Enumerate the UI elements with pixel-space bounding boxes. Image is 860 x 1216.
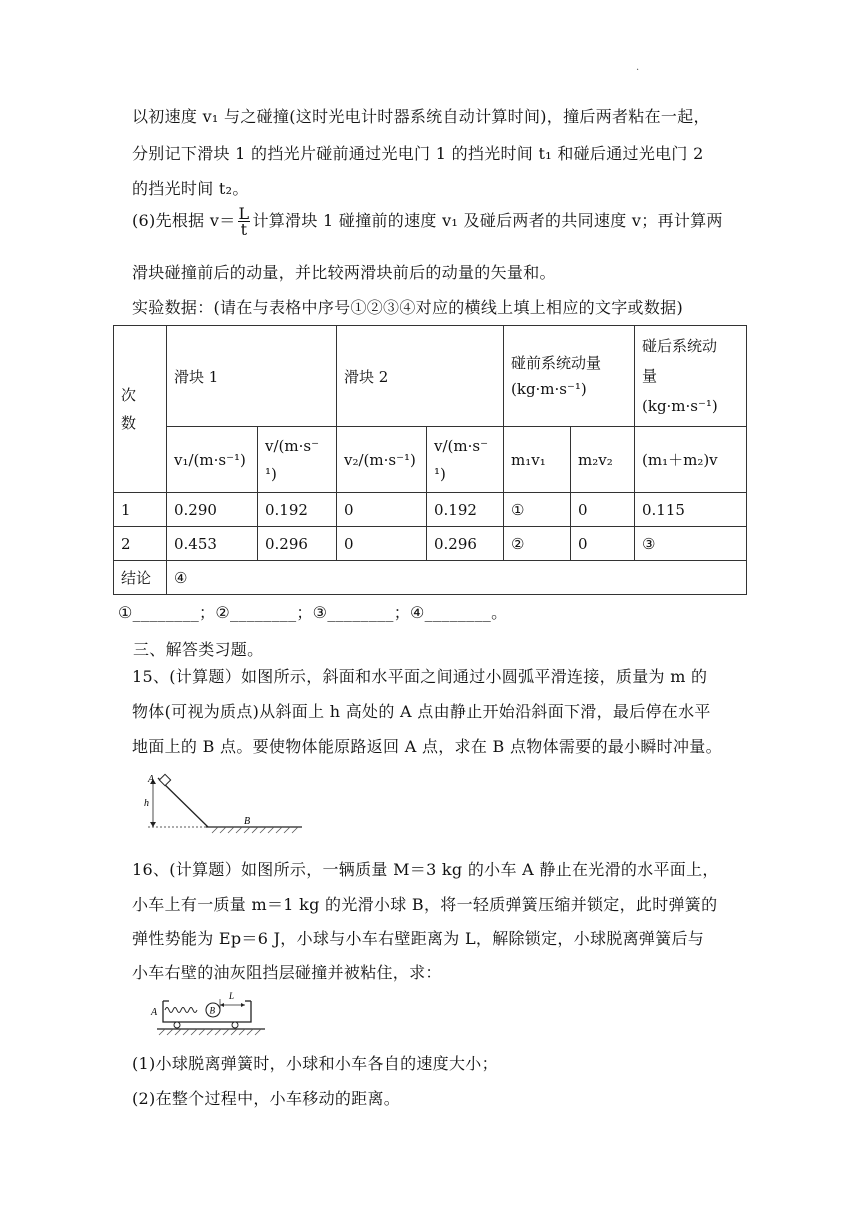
conclusion-row [114, 561, 747, 595]
section-3-heading: 三、解答类习题。 [133, 640, 264, 659]
cart-figure [145, 985, 285, 1041]
q16-line-1: 16、(计算题）如图所示，一辆质量 M＝3 kg 的小车 A 静止在光滑的水平面上， [132, 860, 719, 879]
subheader-m2v2: m₂v₂ [571, 427, 635, 493]
q16-part-2: (2)在整个过程中，小车移动的距离。 [132, 1089, 401, 1108]
intro-line-1: 以初速度 v₁ 与之碰撞(这时光电计时器系统自动计算时间)，撞后两者粘在一起， [132, 107, 710, 126]
label-b: B [244, 816, 251, 827]
step6-pre: (6)先根据 v＝ [132, 211, 236, 230]
header-momentum-after: 碰后系统动 量 (kg·m·s⁻¹) [635, 326, 747, 427]
label-l: L [229, 991, 235, 1001]
arrow-right-icon [241, 1003, 245, 1007]
q16-line-2: 小车上有一质量 m＝1 kg 的光滑小球 B，将一轻质弹簧压缩并锁定，此时弹簧的 [132, 895, 718, 914]
header-count: 次 数 [114, 326, 167, 493]
incline-figure [140, 770, 320, 840]
wheel-icon [174, 1022, 180, 1028]
ground-hatching [159, 1029, 261, 1035]
subheader-v-after-1: v/(m·s⁻ ¹) [258, 427, 337, 493]
label-a: A [151, 1007, 158, 1018]
q16-line-4: 小车右壁的油灰阻挡层碰撞并被粘住，求： [132, 963, 442, 982]
subheader-v1: v₁/(m·s⁻¹) [167, 427, 258, 493]
answer-blanks: ①________；②________；③________；④________。 [118, 603, 508, 622]
subheader-v-after-2: v/(m·s⁻ ¹) [427, 427, 504, 493]
step6-line-1 [132, 206, 723, 237]
label-b: B [209, 1005, 215, 1016]
data-intro: 实验数据：(请在与表格中序号①②③④对应的横线上填上相应的文字或数据) [132, 298, 683, 317]
q15-line-2: 物体(可视为质点)从斜面上 h 高处的 A 点由静止开始沿斜面下滑，最后停在水平 [132, 702, 711, 721]
subheader-total: (m₁＋m₂)v [635, 427, 747, 493]
conclusion-value: ④ [167, 561, 747, 595]
ground-hatching [212, 827, 298, 833]
subheader-m1v1: m₁v₁ [504, 427, 571, 493]
table-row: 1 0.290 0.192 0 0.192 ① 0 0.115 [114, 493, 747, 527]
intro-line-2: 分别记下滑块 1 的挡光片碰前通过光电门 1 的挡光时间 t₁ 和碰后通过光电门 2 [132, 144, 704, 163]
block-icon [159, 774, 170, 785]
velocity-fraction [238, 206, 251, 237]
label-h: h [144, 798, 149, 809]
arrow-down-icon [150, 822, 156, 827]
spring-icon [165, 1008, 197, 1013]
page-mark: . [636, 62, 640, 73]
fraction-denominator: t [240, 220, 248, 239]
fraction-numerator: L [238, 204, 250, 223]
q16-part-1: (1)小球脱离弹簧时，小球和小车各自的速度大小； [132, 1054, 498, 1073]
arrow-left-icon [220, 1003, 224, 1007]
table-row: 2 0.453 0.296 0 0.296 ② 0 ③ [114, 527, 747, 561]
intro-line-3: 的挡光时间 t₂。 [132, 179, 249, 198]
header-momentum-before: 碰前系统动量 (kg·m·s⁻¹) [504, 326, 635, 427]
wheel-icon [232, 1022, 238, 1028]
q15-line-3: 地面上的 B 点。要使物体能原路返回 A 点，求在 B 点物体需要的最小瞬时冲量。 [132, 737, 722, 756]
experiment-table [113, 325, 747, 595]
q15-line-1: 15、(计算题）如图所示，斜面和水平面之间通过小圆弧平滑连接，质量为 m 的 [132, 667, 708, 686]
header-slider-1: 滑块 1 [167, 326, 337, 427]
q16-line-3: 弹性势能为 Ep＝6 J，小球与小车右壁距离为 L，解除锁定，小球脱离弹簧后与 [132, 929, 705, 948]
step6-post: 计算滑块 1 碰撞前的速度 v₁ 及碰后两者的共同速度 v；再计算两 [252, 211, 723, 230]
subheader-v2: v₂/(m·s⁻¹) [337, 427, 427, 493]
label-a: A [148, 774, 155, 785]
step6-line-2: 滑块碰撞前后的动量，并比较两滑块前后的动量的矢量和。 [132, 263, 556, 282]
conclusion-label: 结论 [114, 561, 167, 595]
header-slider-2: 滑块 2 [337, 326, 504, 427]
